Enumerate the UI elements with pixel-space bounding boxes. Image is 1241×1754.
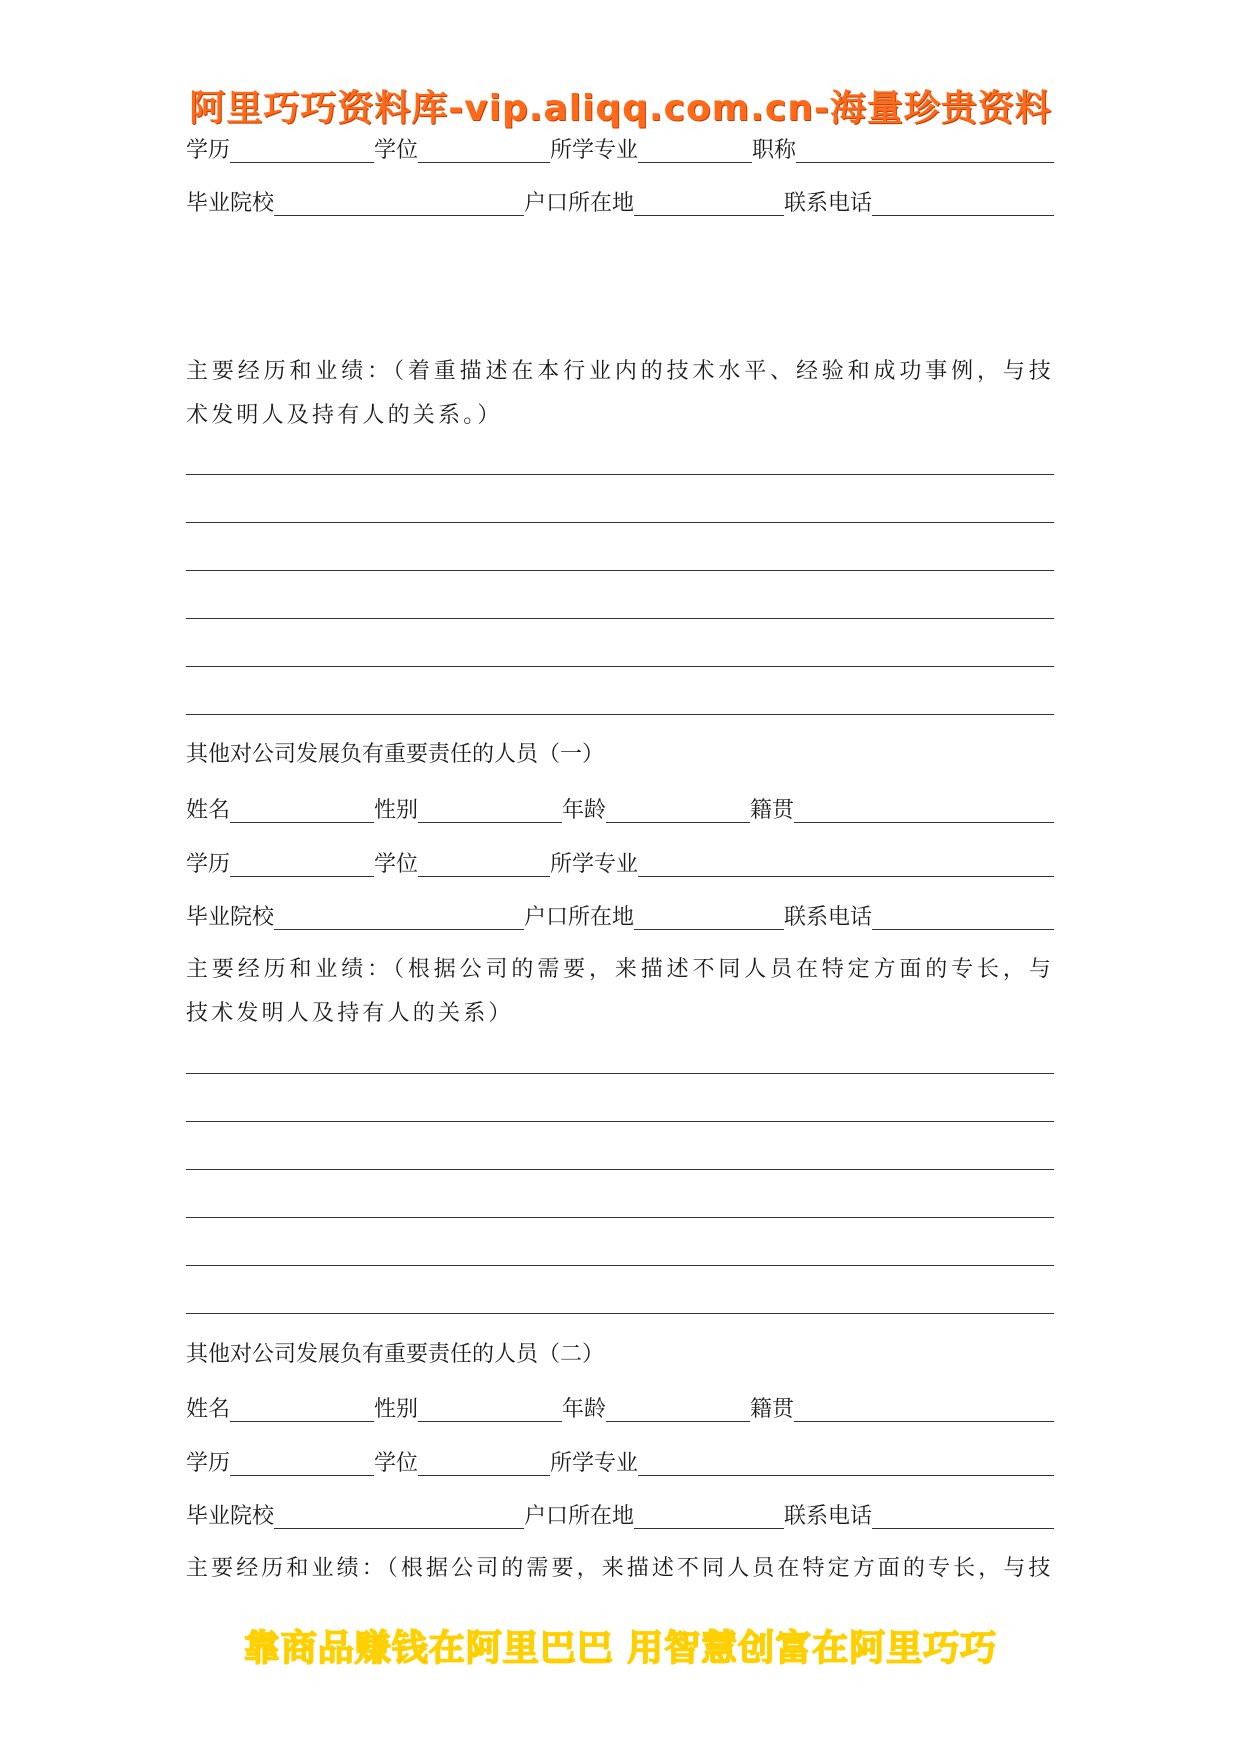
experience-prompt: 主要经历和业绩：（着重描述在本行业内的技术水平、经验和成功事例，与技术发明人及持有人的关系。） <box>186 359 1054 428</box>
row-education <box>186 1447 1054 1479</box>
row-school <box>186 187 1054 219</box>
gender-field[interactable] <box>418 1397 562 1422</box>
school-field[interactable] <box>274 1504 524 1529</box>
row-school <box>186 901 1054 933</box>
label-degree: 学位 <box>374 852 419 877</box>
label-gender: 性别 <box>374 1397 419 1422</box>
hukou-field[interactable] <box>634 191 784 216</box>
education-field[interactable] <box>230 852 374 877</box>
row-name <box>186 1393 1054 1425</box>
label-gender: 性别 <box>374 798 419 823</box>
label-origin: 籍贯 <box>750 798 795 823</box>
blank-line[interactable] <box>186 1168 1054 1170</box>
label-age: 年龄 <box>562 798 607 823</box>
row-school <box>186 1500 1054 1532</box>
education-field[interactable] <box>230 138 374 163</box>
blank-line[interactable] <box>186 1264 1054 1266</box>
label-hukou: 户口所在地 <box>524 905 635 930</box>
hukou-field[interactable] <box>634 905 784 930</box>
education-field[interactable] <box>230 1451 374 1476</box>
blank-line[interactable] <box>186 1120 1054 1122</box>
title-field[interactable] <box>796 138 1054 163</box>
label-education: 学历 <box>186 852 231 877</box>
degree-field[interactable] <box>418 138 550 163</box>
experience-prompt: 主要经历和业绩：（根据公司的需要，来描述不同人员在特定方面的专长，与技术发明人及持有人的关系） <box>186 957 1054 1026</box>
label-hukou: 户口所在地 <box>524 191 635 216</box>
experience-prompt: 主要经历和业绩：（根据公司的需要，来描述不同人员在特定方面的专长，与技 <box>186 1556 1054 1581</box>
blank-line[interactable] <box>186 473 1054 475</box>
phone-field[interactable] <box>872 1504 1054 1529</box>
degree-field[interactable] <box>418 852 550 877</box>
blank-line[interactable] <box>186 1072 1054 1074</box>
blank-line[interactable] <box>186 617 1054 619</box>
degree-field[interactable] <box>418 1451 550 1476</box>
label-age: 年龄 <box>562 1397 607 1422</box>
name-field[interactable] <box>230 1397 374 1422</box>
hukou-field[interactable] <box>634 1504 784 1529</box>
header-banner: 阿里巧巧资料库-vip.aliqq.com.cn-海量珍贵资料 <box>189 88 1052 129</box>
blank-line[interactable] <box>186 521 1054 523</box>
label-major: 所学专业 <box>550 1451 639 1476</box>
blank-line[interactable] <box>186 1216 1054 1218</box>
age-field[interactable] <box>606 1397 750 1422</box>
phone-field[interactable] <box>872 905 1054 930</box>
age-field[interactable] <box>606 798 750 823</box>
major-field[interactable] <box>638 1451 1054 1476</box>
blank-line[interactable] <box>186 569 1054 571</box>
origin-field[interactable] <box>794 798 1054 823</box>
label-school: 毕业院校 <box>186 191 275 216</box>
school-field[interactable] <box>274 905 524 930</box>
label-degree: 学位 <box>374 138 419 163</box>
label-origin: 籍贯 <box>750 1397 795 1422</box>
label-degree: 学位 <box>374 1451 419 1476</box>
major-field[interactable] <box>638 138 752 163</box>
label-school: 毕业院校 <box>186 905 275 930</box>
section-heading: 其他对公司发展负有重要责任的人员（一） <box>186 742 605 767</box>
row-name <box>186 794 1054 826</box>
label-education: 学历 <box>186 1451 231 1476</box>
footer-banner: 靠商品赚钱在阿里巴巴 用智慧创富在阿里巧巧 <box>243 1628 998 1669</box>
major-field[interactable] <box>638 852 1054 877</box>
label-title: 职称 <box>752 138 797 163</box>
blank-line[interactable] <box>186 665 1054 667</box>
origin-field[interactable] <box>794 1397 1054 1422</box>
label-school: 毕业院校 <box>186 1504 275 1529</box>
section-heading: 其他对公司发展负有重要责任的人员（二） <box>186 1342 605 1367</box>
name-field[interactable] <box>230 798 374 823</box>
phone-field[interactable] <box>872 191 1054 216</box>
label-phone: 联系电话 <box>784 1504 873 1529</box>
row-education <box>186 848 1054 880</box>
label-major: 所学专业 <box>550 138 639 163</box>
label-phone: 联系电话 <box>784 905 873 930</box>
label-phone: 联系电话 <box>784 191 873 216</box>
blank-line[interactable] <box>186 1312 1054 1314</box>
label-hukou: 户口所在地 <box>524 1504 635 1529</box>
blank-line[interactable] <box>186 713 1054 715</box>
label-name: 姓名 <box>186 1397 231 1422</box>
gender-field[interactable] <box>418 798 562 823</box>
label-name: 姓名 <box>186 798 231 823</box>
row-education <box>186 134 1054 166</box>
label-education: 学历 <box>186 138 231 163</box>
label-major: 所学专业 <box>550 852 639 877</box>
school-field[interactable] <box>274 191 524 216</box>
